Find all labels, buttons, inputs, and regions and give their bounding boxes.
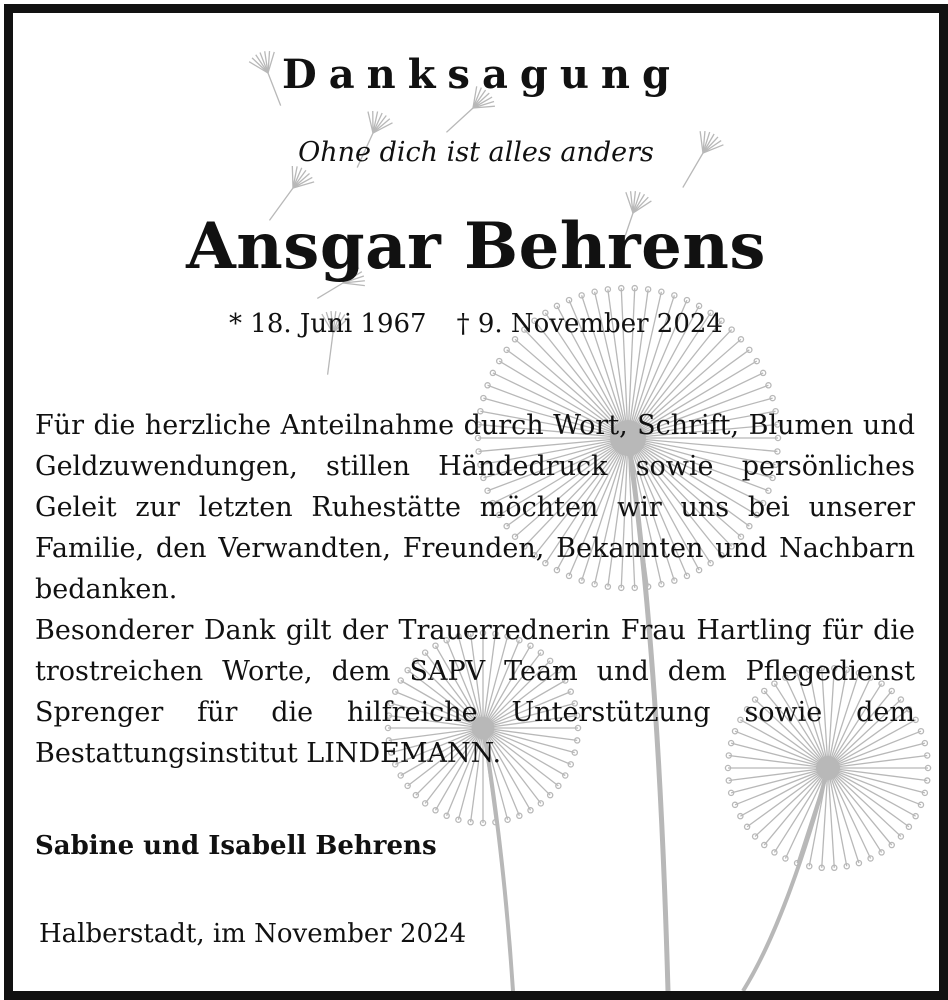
deceased-name: Ansgar Behrens (186, 209, 766, 284)
death-date: † 9. November 2024 (456, 309, 723, 339)
place-date: Halberstadt, im November 2024 (39, 919, 467, 949)
notice-frame (4, 4, 948, 1000)
special-thanks-paragraph: Besonderer Dank gilt der Trauerrednerin Frau Hartling für die trostreichen Worte, dem SAPV Team und dem Pflegedienst Sprenger für die hilfreiche Unterstützung sowie dem Bestattungsinstitut LINDEMANN. (35, 615, 915, 769)
motto: Ohne dich ist alles anders (298, 137, 654, 168)
life-dates (13, 309, 939, 339)
birth-date: * 18. Juni 1967 (229, 309, 427, 339)
heading-danksagung: Danksagung (282, 51, 682, 98)
signers: Sabine und Isabell Behrens (35, 831, 437, 861)
thanks-paragraph: Für die herzliche Anteilnahme durch Wort, Schrift, Blumen und Geldzuwendungen, stillen Händedruck sowie persönliches Geleit zur letzten Ruhestätte möchten wir uns bei unserer Familie, den Verwandten, Freunden, Bekannten und Nachbarn bedanken. (35, 410, 915, 605)
